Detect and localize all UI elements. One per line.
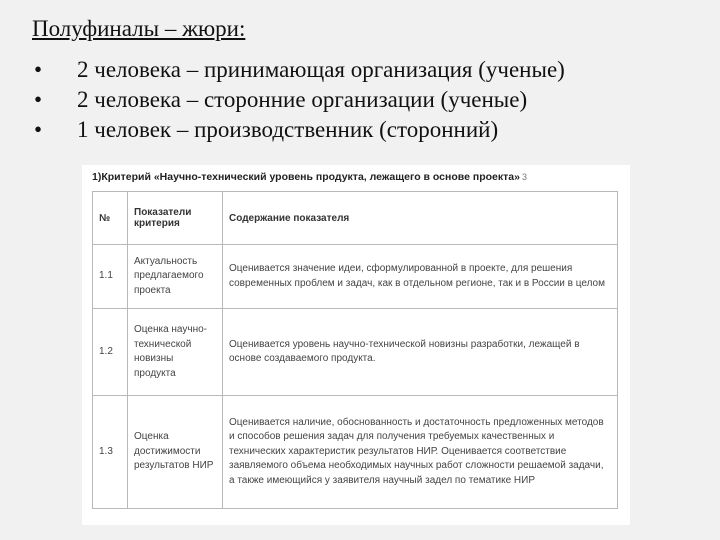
list-item-text: 2 человека – сторонние организации (ученые) — [77, 87, 528, 112]
criteria-table — [92, 191, 618, 509]
list-item-text: 1 человек – производственник (сторонний) — [77, 117, 499, 142]
bullet-icon: • — [34, 87, 43, 112]
column-header-indicator: Показатели критерия — [128, 192, 223, 245]
criterion-title-text: 1)Критерий «Научно-технический уровень продукта, лежащего в основе проекта» — [92, 171, 520, 183]
bullet-icon: • — [34, 57, 43, 82]
row-content: Оценивается уровень научно-технической новизны разработки, лежащей в основе создаваемого продукта. — [223, 309, 618, 396]
column-header-content: Содержание показателя — [223, 192, 618, 245]
row-number: 1.1 — [93, 245, 128, 309]
row-number: 1.3 — [93, 396, 128, 509]
row-indicator: Оценка научно-технической новизны продукта — [128, 309, 223, 396]
table-header-row — [93, 192, 618, 245]
row-content: Оценивается наличие, обоснованность и достаточность предложенных методов и способов решения задач для получения требуемых качественных и технических характеристик результатов НИР. Оценивается соответствие заявляемого объема необходимых научных работ сложности решаемой задачи, а также имеющийся у заявителя научный задел по тематике НИР — [223, 396, 618, 509]
row-content: Оценивается значение идеи, сформулированной в проекте, для решения современных проблем и задач, как в отдельном регионе, так и в России в целом — [223, 245, 618, 309]
list-item-text: 2 человека – принимающая организация (ученые) — [77, 57, 565, 82]
slide-heading: Полуфиналы – жюри: — [32, 16, 246, 41]
row-number: 1.2 — [93, 309, 128, 396]
table-row — [93, 309, 618, 396]
table-row — [93, 396, 618, 509]
column-header-number: № — [93, 192, 128, 245]
row-indicator: Актуальность предлагаемого проекта — [128, 245, 223, 309]
row-indicator: Оценка достижимости результатов НИР — [128, 396, 223, 509]
criterion-title — [92, 171, 527, 183]
table-row — [93, 245, 618, 309]
criterion-footnote-mark: 3 — [521, 172, 527, 182]
bullet-icon: • — [34, 117, 43, 142]
criteria-table-image — [82, 165, 630, 525]
